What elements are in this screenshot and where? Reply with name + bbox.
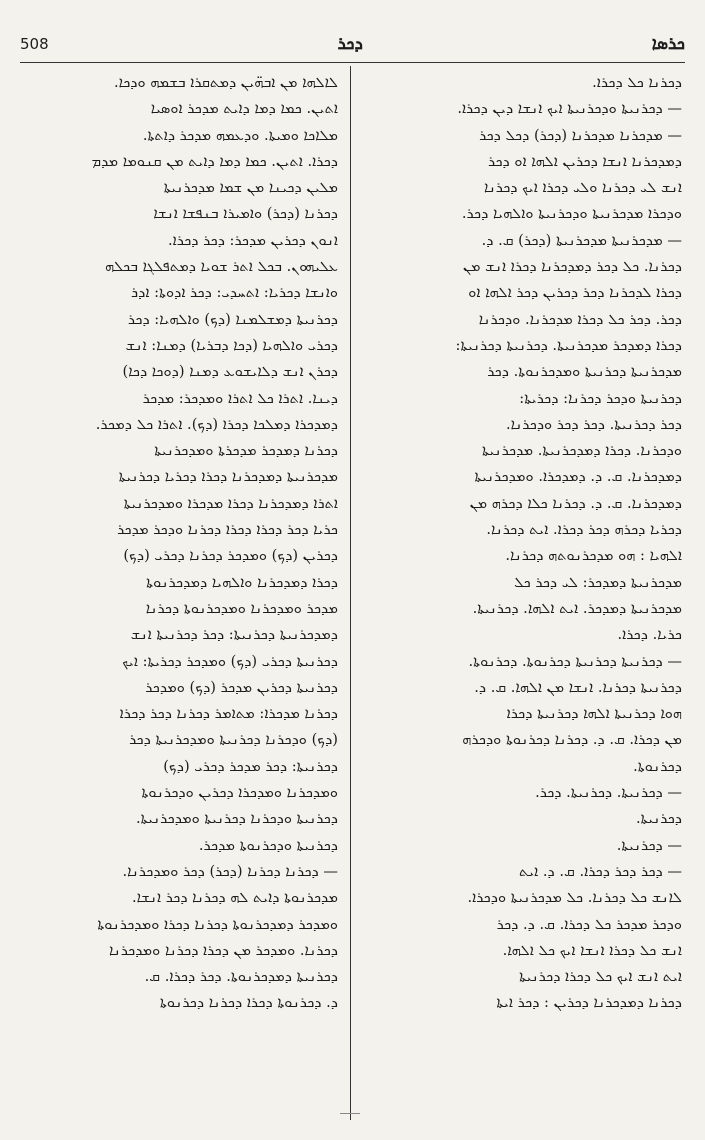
- right-column: [362, 70, 682, 1120]
- text-line: — ܕܟܪܢܝܬܐ ܕܟܪܢܝܬܐ ܕܟܪܢܘܬܐ. ܕܟܪܢܘܬܐ.: [468, 652, 682, 670]
- text-line: ܕܟܪܐ ܠܕܟܪܢܐ ܕܟܪ ܕܟܪܝܢ ܕܟܪ ܐܠܗܐ ܐܘ: [468, 284, 682, 302]
- text-line: ܕܟܪܢܝܬܐ: ܕܟܪ ܡܕܟܪ ܕܟܪܝ (ܕܟ): [163, 757, 338, 775]
- text-line: ܕܟܪܢ ܐܢܫ ܕܠܐܝܫܘܥ ܕܡܢܐ (ܕܘܟܐ ܕܟܐ): [122, 363, 338, 381]
- text-line: ܕܟܪܢܐ (ܕܟܪ) ܘܐܡܝܪܐ ܒܢܦܫܐ ܐܢܫܐ: [153, 205, 338, 223]
- text-line: ܐܢܘܢ ܕܟܪܝܢ ܡܕܟܪ: ܕܟܪ ܕܟܪܐ.: [168, 231, 338, 249]
- text-line: ܕܟܪܢܝܬܐ ܕܡܫܠܡܢܐ (ܕܟ) ܘܐܠܗܝܐ: ܕܟܪ: [127, 310, 338, 328]
- header-rule: [20, 62, 685, 63]
- text-line: ܕܟܪ. ܕܟܪ ܟܠ ܕܟܪܐ ܡܕܟܪܢܐ. ܘܕܟܪܢܐ: [478, 310, 682, 328]
- text-line: — ܡܕܟܪܢܝܬܐ ܡܕܟܪܢܝܬܐ (ܕܟܪ) ܩ. ܕ.: [481, 231, 682, 249]
- text-line: ܕܟܪܢܐ ܡܕܟܪܐ: ܡܬܐܡܪ ܕܟܪܢܐ ܕܟܪ ܕܟܪܐ: [119, 705, 338, 723]
- text-line: (ܕܟ) ܘܕܟܪܢܐ ܕܟܪܢܝܬܐ ܘܡܕܟܪܢܝܬܐ ܕܟܪ: [129, 731, 338, 749]
- text-line: — ܕܟܪ ܕܟܪ ܕܟܪܐ. ܩ. ܕ. ܐܝܬ: [519, 862, 682, 880]
- text-line: ܠܐܢܫ ܟܠ ܕܟܪܢܐ. ܟܠ ܡܕܟܪܢܝܬܐ ܘܕܟܪܐ.: [467, 889, 682, 907]
- text-line: ܕܟܪܢܝܬܐ ܘܕܟܪ ܕܟܪܢܐ: ܕܟܪܝܬܐ:: [519, 389, 682, 407]
- text-line: ܡܕܟܪܢܝܬܐ ܕܡܕܟܪܢܐ ܕܟܪܐ ܕܟܪܝܐ ܕܟܪܢܝܬܐ: [118, 468, 338, 486]
- text-line: ܕܟܪܢܝܬܐ ܕܟܪܝ (ܕܟ) ܘܡܕܟܪ ܕܟܪܝܬܐ: ܐܝܟ: [122, 652, 338, 670]
- text-line: ܐܢܫ ܠܝ ܕܟܪܢܐ ܘܠܝ ܕܟܪܐ ܐܝܟ ܕܟܪܢܐ: [484, 179, 682, 197]
- text-line: — ܕܟܪܢܝܬܐ ܘܕܟܪܢܝܬܐ ܐܝܟ ܐܢܫܐ ܕܝܢ ܕܟܪܐ.: [457, 100, 682, 118]
- text-line: ܘܡܕܟܪܢܐ ܘܡܕܟܪܐ ܕܟܪܝܢ ܘܕܟܪܢܘܬܐ: [141, 784, 338, 802]
- running-head-center: ܕܟܪ: [337, 34, 363, 54]
- text-line: ܕܡܕܟܪܢܐ. ܩ. ܕ. ܕܟܪܢܐ ܟܠܐ ܕܟܪܗ ܡܢ: [469, 494, 682, 512]
- text-line: ܐܝܬ ܐܢܫ ܐܝܟ ܟܠ ܕܟܪܐ ܕܟܪܢܝܬܐ: [519, 968, 682, 986]
- text-line: ܡܕܟܪܢܝܬܐ ܕܡܕܟܪ. ܐܝܬ ܐܠܗܐ. ܕܟܪܢܝܬܐ.: [472, 599, 682, 617]
- text-line: — ܕܟܪܢܝܬܐ.: [616, 836, 682, 854]
- text-line: — ܕܟܪܢܝܬܐ. ܕܟܪܢܝܬܐ. ܕܟܪ.: [535, 784, 682, 802]
- text-line: ܠܐܠܗܐ ܡܢ ܐܒܗ̈ܝܢ ܕܡܬܩܪܐ ܒܫܡܗ ܘܕܟܐ.: [113, 74, 338, 91]
- text-line: ܕܟܪܢܝܬܐ ܕܡܕܟܪܢܘܬܐ. ܕܟܪ ܕܟܪܐ. ܩ.: [144, 968, 338, 986]
- text-line: ܡܕܟܪܢܘܬܐ ܕܐܝܬ ܠܗ ܕܟܪܢܐ ܕܟܪ ܐܢܫܐ.: [131, 889, 338, 907]
- left-column: [20, 70, 338, 1120]
- text-line: ܕܟܪܐ ܕܡܕܟܪܢܐ ܘܐܠܗܝܐ ܕܡܕܟܪܢܘܬܐ: [146, 573, 338, 591]
- text-line: ܕܟܪܢܝܬܐ ܘܕܟܪܢܐ ܕܟܪܢܝܬܐ ܘܡܕܟܪܢܝܬܐ.: [135, 810, 338, 828]
- text-line: ܡܕܟܪ ܘܡܕܟܪܢܐ ܘܡܕܟܪܢܘܬܐ ܕܟܪܢܐ: [145, 599, 338, 617]
- page-number: 508: [20, 35, 49, 53]
- text-line: ܥܠܝܗܘܢ. ܒܟܠ ܐܬܪ ܫܘܝܐ ܕܡܬܦܠܓܐ ܒܟܠܗ: [105, 258, 338, 276]
- text-line: ܗܘܐ ܕܟܪܢܝܬܐ ܐܠܗܐ ܕܟܪܢܝܬܐ ܕܟܪܐ: [506, 705, 682, 723]
- text-line: ܕܟܪܢܝܬܐ ܕܟܪܢܐ. ܐܢܫܐ ܡܢ ܐܠܗܐ. ܩ. ܕ.: [474, 678, 682, 696]
- text-line: ܕܡܕܟܪܢܝܬܐ ܕܟܪܢܝܬܐ: ܕܟܪ ܕܟܪܢܝܬܐ ܐܢܫ: [130, 626, 338, 644]
- text-line: ܘܡܕܟܪ ܕܡܕܟܪܢܘܬܐ ܕܟܪܢܐ ܕܟܪܐ ܘܡܕܟܪܢܘܬܐ: [97, 915, 338, 933]
- text-line: ܕܟܪܝܐ ܕܟܪܗ ܕܟܪ ܕܟܪܐ. ܐܝܬ ܕܟܪܢܐ.: [486, 521, 682, 539]
- text-line: ܐܢܫ ܟܠ ܕܟܪܐ ܐܢܫܐ ܐܝܟ ܟܠ ܐܠܗܐ.: [502, 941, 682, 959]
- text-line: ܡܕܟܪܢܝܬܐ ܕܡܕܟܪ: ܠܝ ܕܟܪ ܟܠ: [514, 573, 682, 591]
- text-line: ܕܟܪܢܝܬܐ ܘܕܟܪܢܘܬܐ ܡܕܟܪ.: [198, 836, 338, 854]
- text-line: — ܡܕܟܪܢܐ ܡܕܟܪܢܐ (ܕܟܪ) ܕܟܠ ܕܟܪ: [479, 126, 682, 144]
- text-line: ܡܢ ܕܟܪܐ. ܩ. ܕ. ܕܟܪܢܐ ܕܟܪܢܘܬܐ ܘܕܟܪܗ: [462, 731, 682, 749]
- page-header: [20, 30, 685, 58]
- text-line: ܕܟܪܢܐ ܟܠ ܕܟܪܐ.: [592, 74, 682, 91]
- text-line: ܡܠܝܢ ܕܟܝܢܐ ܡܢ ܫܡܐ ܡܕܟܪܢܝܬܐ: [163, 179, 338, 197]
- text-line: ܡܕܟܪܢܝܬܐ ܕܟܪܢܝܬܐ ܘܡܕܟܪܢܘܬܐ. ܕܟܪ: [487, 363, 682, 381]
- text-line: ܕܡܕܟܪܢܐ. ܩ. ܕ. ܕܡܕܟܪܐ. ܘܡܕܟܪܢܝܬܐ: [474, 468, 682, 486]
- bottom-mark: [340, 1113, 360, 1114]
- text-line: ܕܡܕܟܪܐ ܕܡܠܟܐ ܕܟܪܐ (ܕܟ). ܐܬܪܐ ܟܠ ܕܡܟܪ.: [95, 415, 338, 433]
- text-line: ܕܟܪܢܐ. ܟܠ ܕܟܪ ܕܡܕܟܪܢܐ ܕܟܪܐ ܐܢܫ ܡܢ: [463, 258, 682, 276]
- text-line: ܕܝܢܐ. ܐܬܪܐ ܟܠ ܐܬܪܐ ܘܡܕܟܪ: ܡܕܟܪ: [142, 389, 338, 407]
- text-line: ܟܪܝܐ. ܕܟܪܐ.: [617, 626, 682, 644]
- text-line: ܘܕܟܪ ܡܕܟܪ ܟܠ ܕܟܪܐ. ܩ. ܕ. ܕܟܪ: [496, 915, 682, 933]
- column-divider: [350, 66, 351, 1120]
- text-line: ܕܟܪܢܐ ܕܡܕܟܪܢܐ ܕܟܪܝܢ : ܕܟܪ ܐܝܬܐ: [496, 994, 682, 1012]
- text-line: ܕܟܪܐ. ܐܬܝܢ. ܟܡܐ ܕܡܐ ܕܐܝܬ ܡܢ ܩܢܘܡܐ ܡܕܡ: [91, 152, 338, 170]
- text-line: ܕܟܪܝ ܘܐܠܗܝܐ (ܕܟܐ ܕܒܪܝܐ) ܕܡܢܐ: ܐܢܫ: [125, 336, 338, 354]
- text-line: ܘܐܢܫܐ ܕܟܪܝܐ: ܐܬܚܕܝ: ܕܟܪ ܐܕܘܬܐ: ܐܕܪ: [131, 284, 338, 302]
- text-line: ܕܟܪܢܐ. ܘܡܕܟܪ ܡܢ ܕܟܪܐ ܕܟܪܢܐ ܘܡܕܟܪܢܐ: [109, 941, 338, 959]
- text-line: ܕ. ܕܟܪܢܘܬܐ ܕܟܪܐ ܕܟܪܢܐ ܕܟܪܢܘܬܐ: [159, 994, 338, 1012]
- text-line: ܕܟܪ ܕܟܪܢܝܬܐ. ܕܟܪ ܕܟܪ ܘܕܟܪܢܐ.: [505, 415, 682, 433]
- text-line: ܕܟܪܢܘܬܐ.: [633, 757, 682, 775]
- text-line: ܕܟܪܢܝܬܐ.: [636, 810, 682, 828]
- text-line: ܡܠܐܟܐ ܘܡܝܬܐ. ܘܕܥܡܗ ܡܕܟܪ ܕܐܬܬܐ.: [142, 126, 338, 144]
- text-line: ܕܟܪܐ ܕܡܕܟܪ ܡܕܟܪܢܝܬܐ. ܕܟܪܢܝܬܐ ܕܟܪܢܝܬܐ:: [455, 336, 682, 354]
- text-line: ܕܟܪܝܢ (ܕܟ) ܘܡܕܟܪ ܕܟܪܢܐ ܕܟܪܝ (ܕܟ): [123, 547, 338, 565]
- text-line: ܘܕܟܪܐ ܡܕܟܪܢܝܬܐ ܘܕܟܪܢܝܬܐ ܘܐܠܗܝܐ ܕܟܪ.: [461, 205, 682, 223]
- text-line: ܐܬܪܐ ܕܡܕܟܪܢܐ ܕܟܪܐ ܡܕܟܪܐ ܘܡܕܟܪܢܝܬܐ: [123, 494, 338, 512]
- text-line: ܘܕܟܪܢܐ. ܕܟܪܐ ܕܡܕܟܪܢܝܬܐ. ܡܕܟܪܢܝܬܐ: [481, 442, 682, 460]
- text-line: ܐܠܗܝܐ : ܗܘ ܡܕܟܪܢܘܬܗ ܕܟܪܢܐ.: [505, 547, 682, 565]
- text-line: ܟܪܝܐ ܕܟܪ ܕܟܪܐ ܕܟܪܐ ܕܟܪܢܐ ܘܕܟܪ ܡܕܟܪ: [117, 521, 338, 539]
- text-line: — ܕܟܪܢܐ ܕܟܪܢܐ (ܕܟܪ) ܕܟܪ ܘܡܕܟܪܢܐ.: [122, 862, 338, 880]
- text-line: ܕܡܕܟܪܢܐ ܐܢܫܐ ܕܟܪܝܢ ܐܠܗܐ ܐܘ ܕܟܪ: [488, 152, 682, 170]
- text-line: ܐܬܝܢ. ܟܡܐ ܕܡܐ ܕܐܝܬ ܡܕܟܪ ܐܘܣܝܐ: [150, 100, 338, 118]
- running-head-right: ܟܪܣܐ: [651, 34, 685, 54]
- text-line: ܕܟܪܢܐ ܕܡܕܟܪ ܡܕܟܪܬܐ ܘܡܕܟܪܢܝܬܐ: [154, 442, 338, 460]
- text-line: ܕܟܪܢܝܬܐ ܕܟܪܝܢ ܡܕܟܪ (ܕܟ) ܘܡܕܟܪ: [145, 678, 338, 696]
